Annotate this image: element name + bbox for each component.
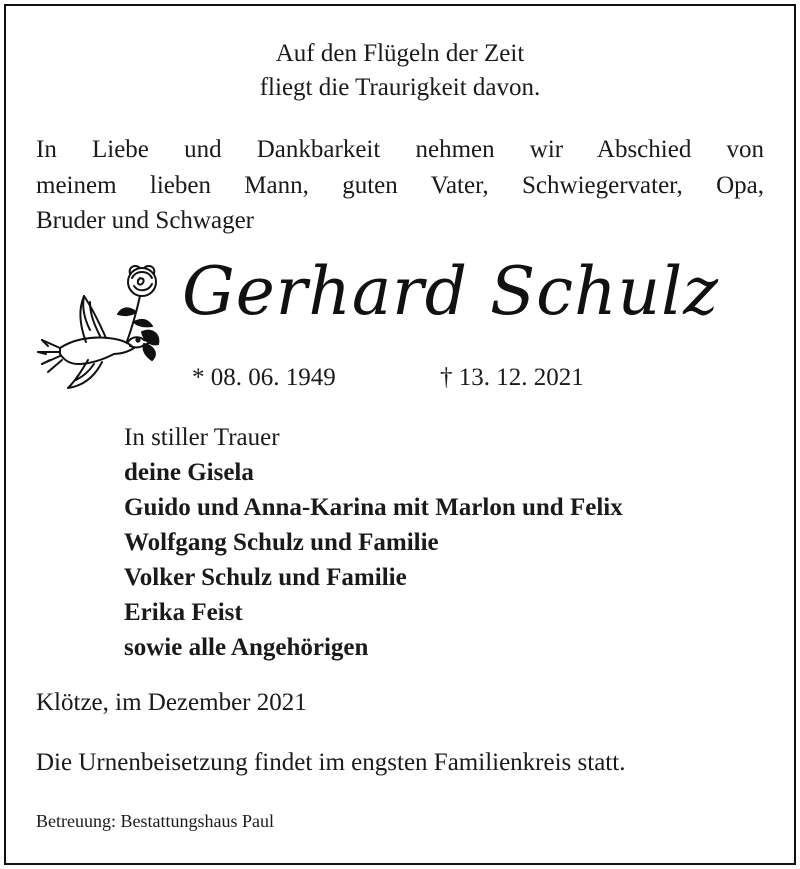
death-date: † 13. 12. 2021 xyxy=(440,364,584,391)
mourner-name: Wolfgang Schulz und Familie xyxy=(124,529,439,556)
intro-line-3: Bruder und Schwager xyxy=(36,207,254,234)
undertaker-credit: Betreuung: Bestattungshaus Paul xyxy=(36,811,274,831)
motto-line-1: Auf den Flügeln der Zeit xyxy=(275,40,525,67)
birth-date: * 08. 06. 1949 xyxy=(192,364,336,391)
mourners-block xyxy=(124,420,623,665)
obituary-notice xyxy=(4,4,796,865)
dove-with-rose-icon xyxy=(28,256,178,396)
deceased-name: Gerhard Schulz xyxy=(182,253,720,330)
motto-line-2: fliegt die Traurigkeit davon. xyxy=(259,74,541,101)
mourner-name: sowie alle Angehörigen xyxy=(124,634,369,661)
intro-text xyxy=(36,132,764,239)
mourner-name: Volker Schulz und Familie xyxy=(124,564,407,591)
intro-line-2: meinem lieben Mann, guten Vater, Schwiegervater, Opa, xyxy=(36,171,764,199)
mourner-name: Guido und Anna-Karina mit Marlon und Felix xyxy=(124,494,623,521)
mourner-name: deine Gisela xyxy=(124,459,254,486)
intro-line-1: In Liebe und Dankbarkeit nehmen wir Abschied von xyxy=(36,136,764,163)
place-and-date: Klötze, im Dezember 2021 xyxy=(36,689,307,716)
burial-note: Die Urnenbeisetzung findet im engsten Familienkreis statt. xyxy=(36,749,626,776)
mourners-heading: In stiller Trauer xyxy=(124,424,280,451)
mourner-name: Erika Feist xyxy=(124,599,243,626)
